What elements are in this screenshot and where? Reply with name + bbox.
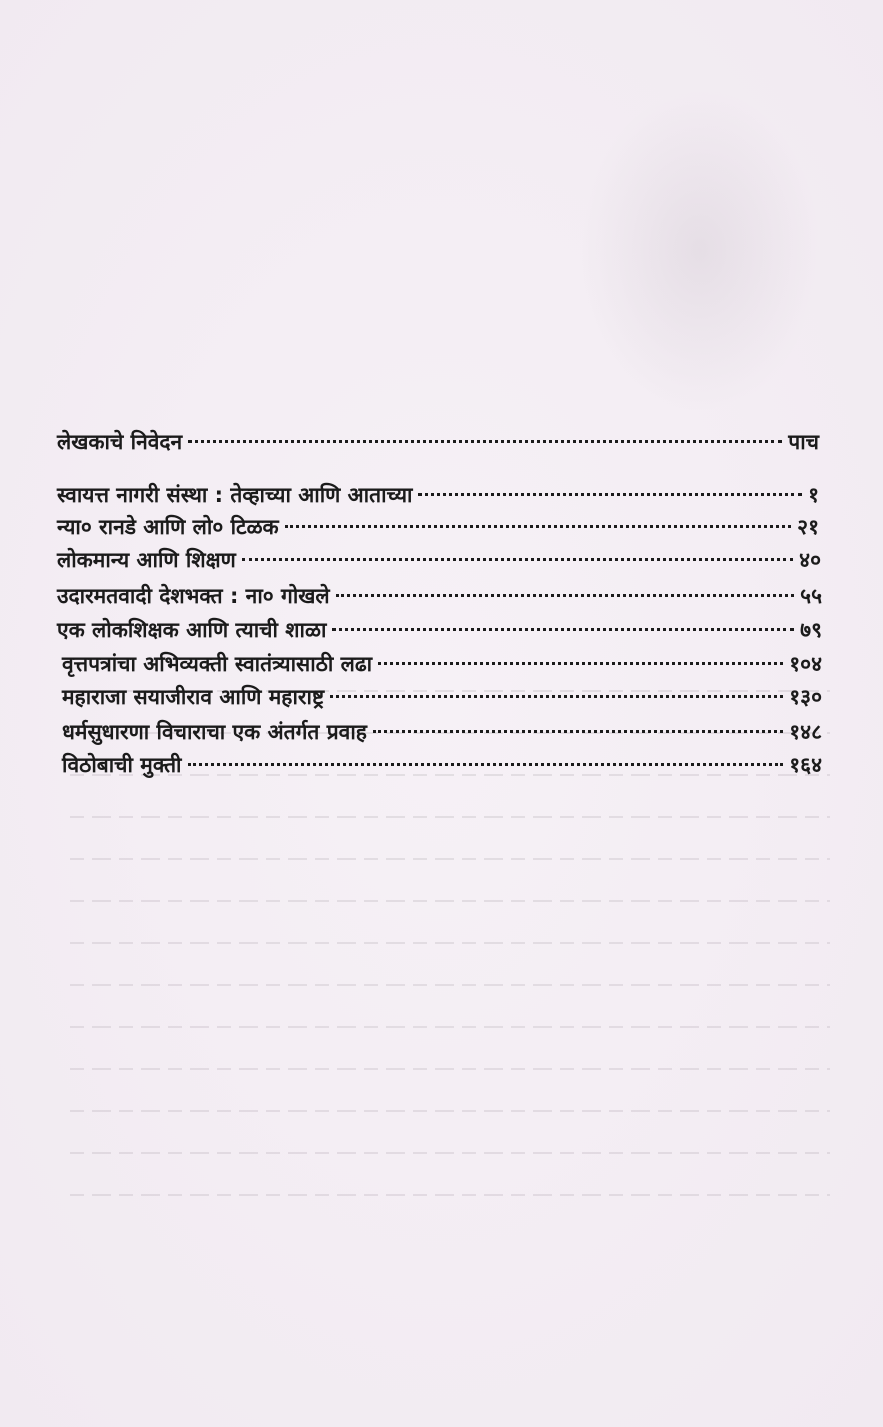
toc-entry[interactable] xyxy=(57,512,819,542)
toc-entry-page: १६४ xyxy=(789,753,822,777)
dot-leader xyxy=(373,730,783,733)
toc-entry[interactable] xyxy=(62,682,822,712)
toc-entry-title: विठोबाची मुक्ती xyxy=(62,753,182,777)
toc-entry-page: पाच xyxy=(788,430,819,454)
toc-entry-title: महाराजा सयाजीराव आणि महाराष्ट्र xyxy=(62,685,325,709)
toc-entry-page: ४० xyxy=(799,548,821,572)
toc-entry[interactable] xyxy=(57,615,822,645)
toc-entry-title: वृत्तपत्रांचा अभिव्यक्ती स्वातंत्र्यासाठी लढा xyxy=(62,652,373,676)
toc-entry-page: १ xyxy=(808,483,819,507)
toc-entry[interactable] xyxy=(57,427,819,457)
toc-entry-title: स्वायत्त नागरी संस्था : तेव्हाच्या आणि आताच्या xyxy=(57,483,413,507)
toc-entry[interactable] xyxy=(62,750,822,780)
toc-entry[interactable] xyxy=(62,717,822,747)
toc-entry-title: लेखकाचे निवेदन xyxy=(57,430,183,454)
toc-entry-page: १०४ xyxy=(789,652,822,676)
dot-leader xyxy=(188,440,782,443)
dot-leader xyxy=(418,493,802,496)
toc-entry-page: २१ xyxy=(797,515,819,539)
dot-leader xyxy=(188,763,784,766)
toc-entry[interactable] xyxy=(57,480,819,510)
toc-entry-page: १४८ xyxy=(789,720,822,744)
toc-entry-page: १३० xyxy=(789,685,822,709)
dot-leader xyxy=(378,662,783,665)
dot-leader xyxy=(332,628,794,631)
toc-entry-page: ५५ xyxy=(800,584,822,608)
toc-entry-title: एक लोकशिक्षक आणि त्याची शाळा xyxy=(57,618,327,642)
toc-entry-title: धर्मसुधारणा विचाराचा एक अंतर्गत प्रवाह xyxy=(62,720,367,744)
toc-entry[interactable] xyxy=(57,545,821,575)
toc-entry-title: लोकमान्य आणि शिक्षण xyxy=(57,548,236,572)
dot-leader xyxy=(285,525,791,528)
dot-leader xyxy=(330,695,783,698)
toc-entry-page: ७९ xyxy=(800,618,822,642)
dot-leader xyxy=(242,558,793,561)
toc-entry-title: न्या० रानडे आणि लो० टिळक xyxy=(57,515,279,539)
toc-entry-title: उदारमतवादी देशभक्त : ना० गोखले xyxy=(57,584,330,608)
dot-leader xyxy=(336,594,794,597)
toc-entry[interactable] xyxy=(57,581,822,611)
toc-entry[interactable] xyxy=(62,649,822,679)
